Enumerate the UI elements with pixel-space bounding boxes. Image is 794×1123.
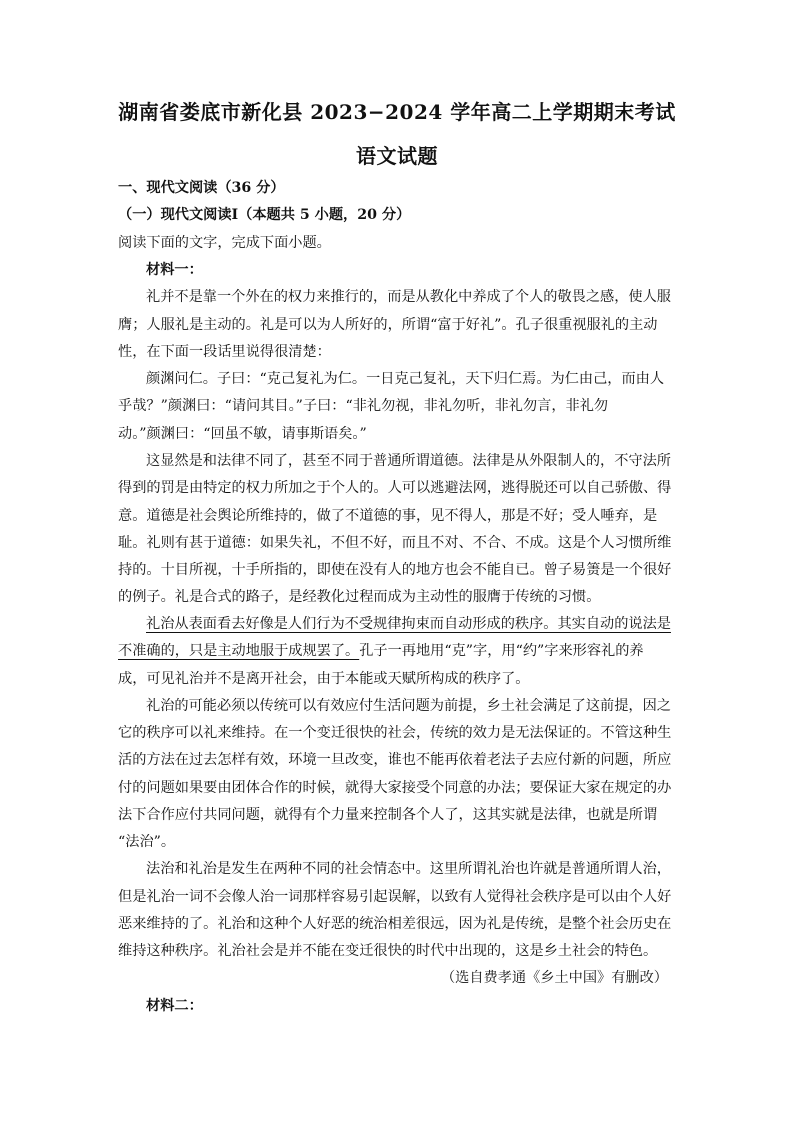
material-2-label: 材料二： (146, 998, 203, 1014)
page-title: 湖南省娄底市新化县 2023−2024 学年高二上学期期末考试 (118, 100, 676, 124)
paragraph-line: 得到的罚是由特定的权力所加之于个人的。人可以逃避法网，逃得脱还可以自己骄傲、得 (118, 480, 672, 496)
paragraph-line: 维持这种秩序。礼治社会是并不能在变迁很快的时代中出现的，这是乡土社会的特色。 (118, 943, 658, 959)
section-heading: 一、现代文阅读（36 分） (118, 180, 285, 196)
paragraph-line: 礼治的可能必须以传统可以有效应付生活问题为前提，乡土社会满足了这前提，因之 (146, 698, 671, 714)
paragraph-text: 孔子一再地用“克”字，用“约”字来形容礼的养 (359, 643, 644, 659)
paragraph-line: 动。”颜渊曰：“回虽不敏，请事斯语矣。” (118, 426, 367, 442)
paragraph-line: 这显然是和法律不同了，甚至不同于普通所谓道德。法律是从外限制人的，不守法所 (146, 453, 671, 469)
paragraph-line: 膺；人服礼是主动的。礼是可以为人所好的，所谓“富于好礼”。孔子很重视服礼的主动 (118, 317, 658, 333)
underlined-passage: 礼治从表面看去好像是人们行为不受规律拘束而自动形成的秩序。其实自动的说法是 (146, 616, 671, 632)
paragraph-line: 颜渊问仁。子曰：“克己复礼为仁。一日克己复礼，天下归仁焉。为仁由己，而由人 (146, 371, 665, 387)
paragraph-line: 意。道德是社会舆论所维持的，做了不道德的事，见不得人，那是不好；受人唾弃，是 (118, 508, 658, 524)
paragraph-line: 法治和礼治是发生在两种不同的社会情态中。这里所谓礼治也许就是普通所谓人治， (146, 861, 671, 877)
page-subtitle: 语文试题 (356, 144, 438, 168)
paragraph-line: “法治”。 (118, 834, 176, 850)
instruction-text: 阅读下面的文字，完成下面小题。 (118, 235, 331, 251)
paragraph-line: 付的问题如果要由团体合作的时候，就得大家接受个同意的办法；要保证大家在规定的办 (118, 780, 672, 796)
paragraph-line (118, 641, 678, 661)
paragraph-line: 但是礼治一词不会像人治一词那样容易引起误解，以致有人觉得社会秩序是可以由个人好 (118, 889, 672, 905)
paragraph-line: 耻。礼则有甚于道德：如果失礼，不但不好，而且不对、不合、不成。这是个人习惯所维 (118, 535, 672, 551)
paragraph-line: 性，在下面一段话里说得很清楚： (118, 344, 331, 360)
paragraph-line: 乎哉？”颜渊曰：“请问其目。”子曰：“非礼勿视，非礼勿听，非礼勿言，非礼勿 (118, 398, 609, 414)
underlined-passage: 不准确的，只是主动地服于成规罢了。 (118, 643, 360, 659)
paragraph-line: 成，可见礼治并不是离开社会，由于本能或天赋所构成的秩序了。 (118, 671, 530, 687)
paragraph-line: 法下合作应付共同问题，就得有个力量来控制各个人了，这其实就是法律，也就是所谓 (118, 807, 658, 823)
source-citation: （选自费孝通《乡土中国》有删改） (440, 970, 668, 986)
paragraph-line: 持的。十目所视，十手所指的，即使在没有人的地方也会不能自已。曾子易箦是一个很好 (118, 562, 672, 578)
material-1-label: 材料一： (146, 262, 203, 278)
paragraph-line: 的例子。礼是合式的路子，是经教化过程而成为主动性的服膺于传统的习惯。 (118, 589, 601, 605)
paragraph-line: 活的方法在过去怎样有效，环境一旦改变，谁也不能再依着老法子去应付新的问题，所应 (118, 752, 672, 768)
subsection-heading: （一）现代文阅读Ⅰ（本题共 5 小题，20 分） (118, 207, 411, 223)
paragraph-line: 礼并不是靠一个外在的权力来推行的，而是从教化中养成了个人的敬畏之感，使人服 (146, 289, 671, 305)
paragraph-line: 它的秩序可以礼来维持。在一个变迁很快的社会，传统的效力是无法保证的。不管这种生 (118, 725, 672, 741)
paragraph-line: 恶来维持的了。礼治和这种个人好恶的统治相差很远，因为礼是传统，是整个社会历史在 (118, 916, 672, 932)
